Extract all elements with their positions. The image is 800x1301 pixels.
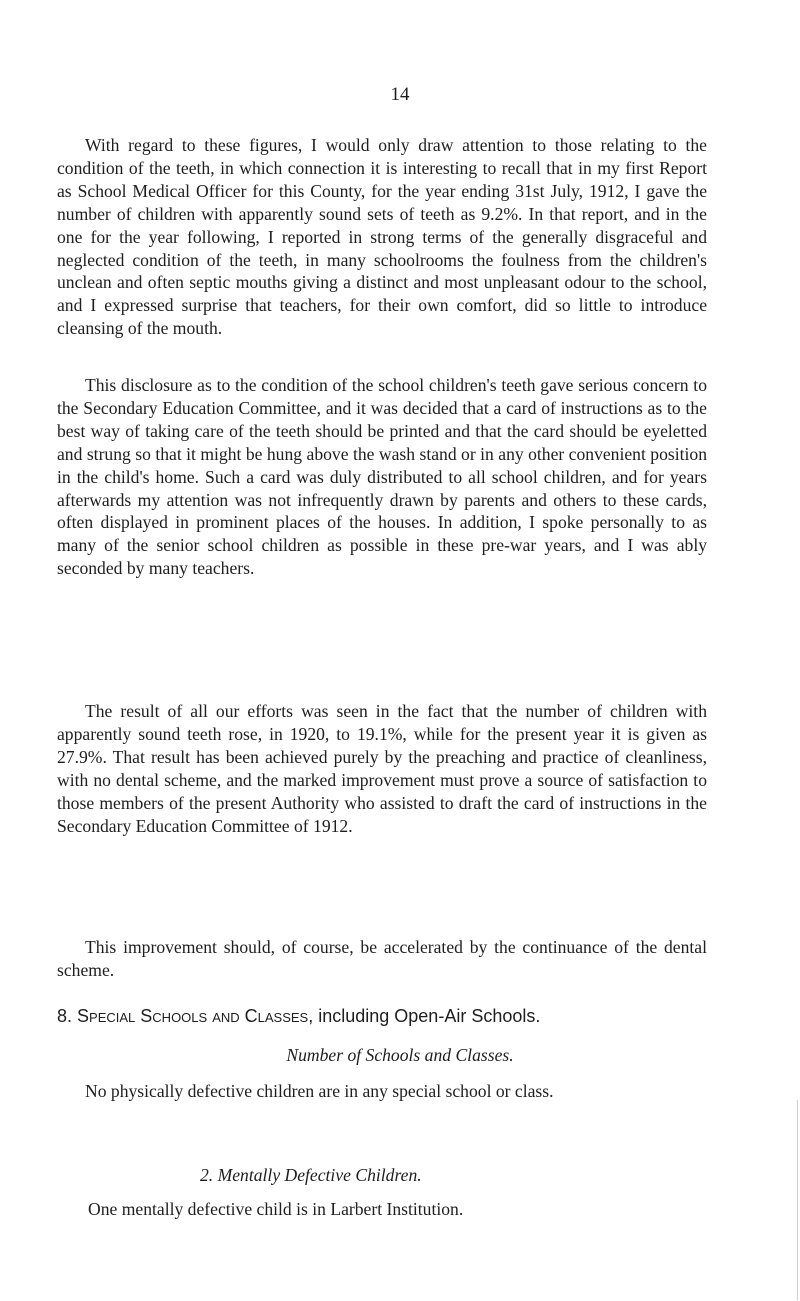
paragraph-physically-defective: No physically defective children are in any special school or class. — [85, 1081, 554, 1101]
paragraph-result: The result of all our efforts was seen in the fact that the number of children with apparently sound teeth rose, in 1920, to 19.1%, while for the present year it is given as 27.9%. That result has been achieved purely by the preaching and practice of cleanliness, with no dental scheme, and the marked improvement must prove a source of satisfaction to those members of the present Authority who assisted to draft the card of instructions in the Secondary Education Committee of 1912. — [57, 701, 707, 836]
section-title-rest: including Open-Air Schools. — [313, 1006, 541, 1026]
paragraph-disclosure: This disclosure as to the condition of the school children's teeth gave serious concern to the Secondary Education Committee, and it was decided that a card of instructions as to the best way of taking care of the teeth should be printed and that the card should be eyeletted and strung so that it might be hung above the wash stand or in any other convenient position in the child's home. Such a card was duly distributed to all school children, and for years afterwards my attention was not infrequently drawn by parents and others to these cards, often displayed in prominent places of the houses. In addition, I spoke personally to as many of the senior school children as possible in these pre-war years, and I was ably seconded by many teachers. — [57, 375, 707, 579]
page-number: 14 — [390, 84, 410, 105]
subheading-mentally-defective: 2. Mentally Defective Children. — [200, 1165, 422, 1185]
subheading-number-of-schools: Number of Schools and Classes. — [286, 1045, 514, 1065]
section-number: 8. — [57, 1006, 73, 1026]
paragraph-mentally-defective: One mentally defective child is in Larbert Institution. — [88, 1199, 464, 1219]
paragraph-teeth-figures: With regard to these figures, I would only draw attention to those relating to the condition of the teeth, in which connection it is interesting to recall that in my first Report as School Medical Officer for this County, for the year ending 31st July, 1912, I gave the number of children with apparently sound sets of teeth as 9.2%. In that report, and in the one for the year following, I reported in strong terms of the generally disgraceful and neglected condition of the teeth, in many schoolrooms the foulness from the children's unclean and often septic mouths giving a distinct and most unpleasant odour to the school, and I expressed surprise that teachers, for their own comfort, did so little to introduce cleansing of the mouth. — [57, 135, 707, 339]
section-title-smallcaps: Special Schools and Classes, — [77, 1006, 314, 1026]
section-heading — [57, 1004, 757, 1028]
paragraph-improvement: This improvement should, of course, be accelerated by the continuance of the dental scheme. — [57, 937, 707, 980]
scan-edge-mark — [797, 1100, 798, 1300]
